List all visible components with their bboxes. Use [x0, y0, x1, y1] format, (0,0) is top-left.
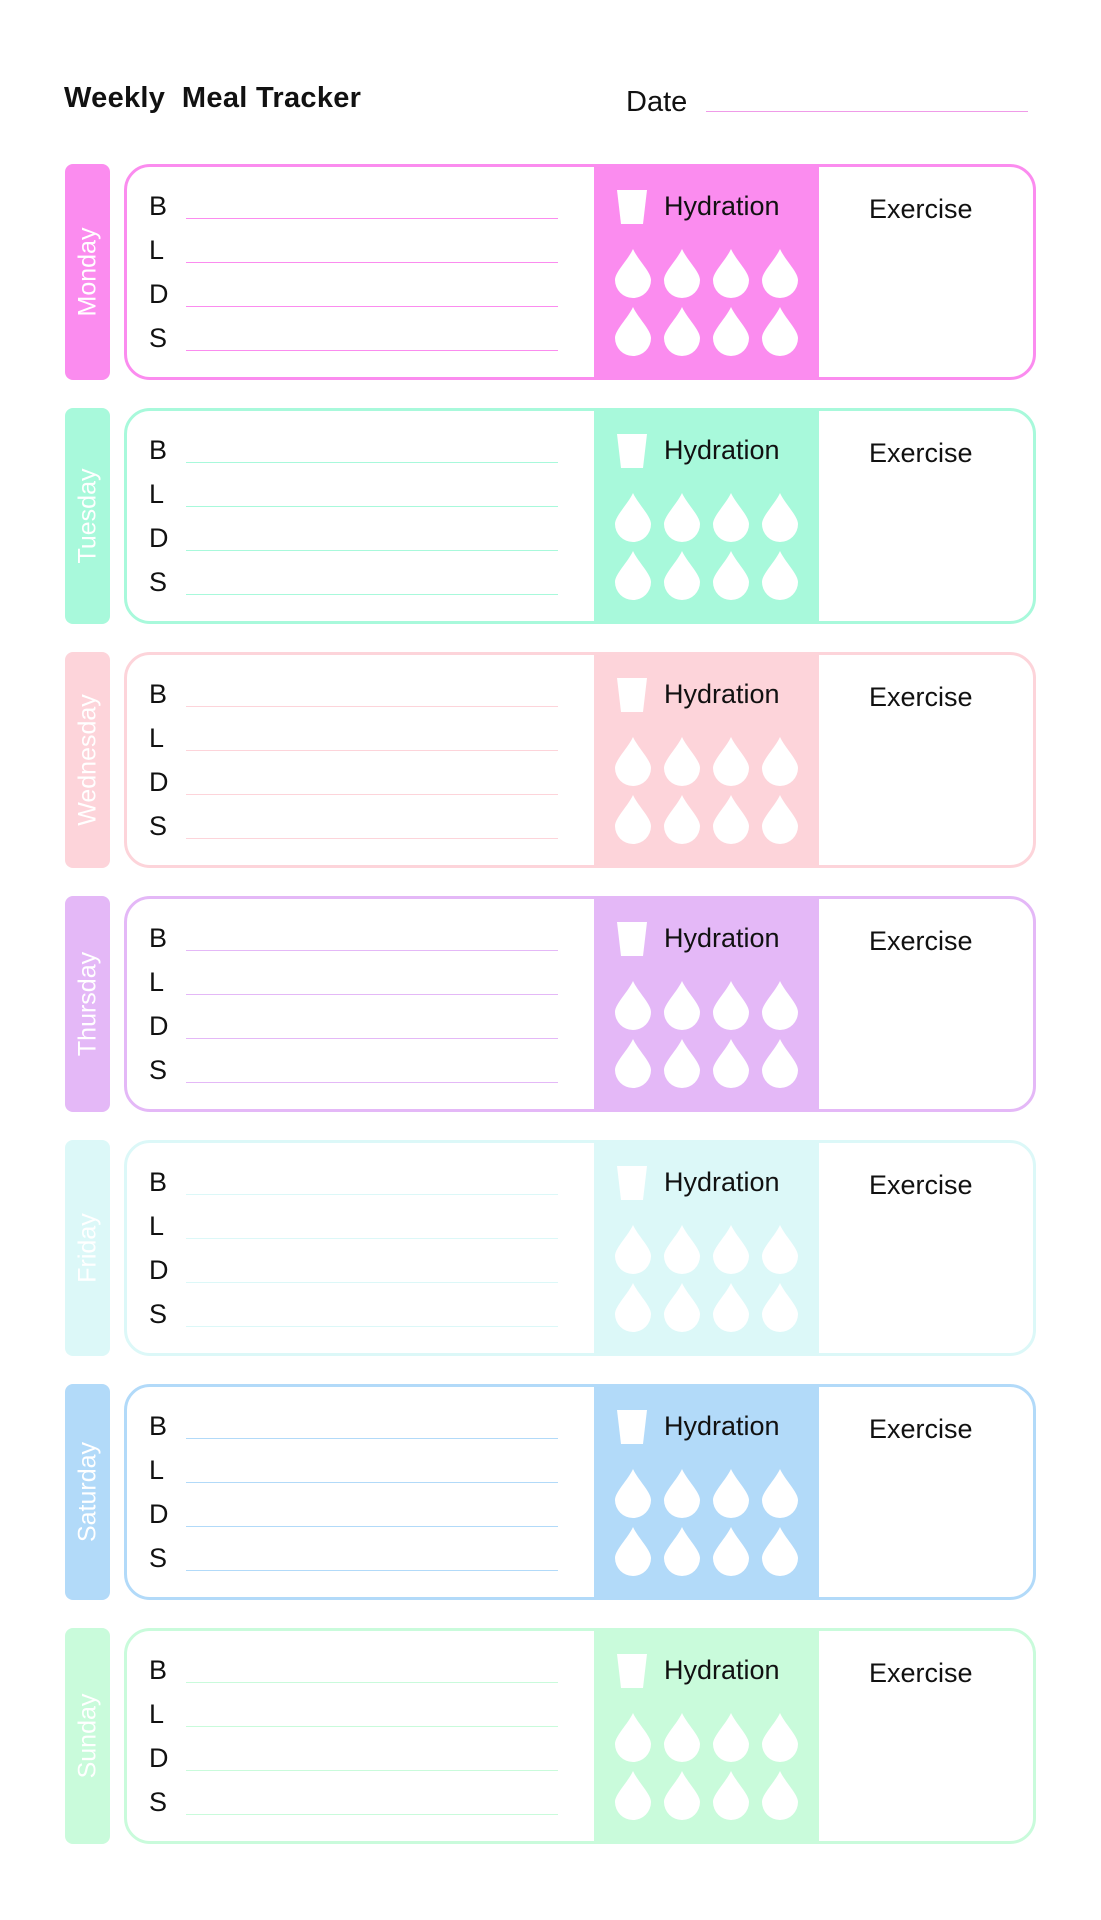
meal-rule — [186, 1038, 558, 1039]
meal-letter: L — [149, 479, 165, 509]
meal-entry[interactable] — [127, 1493, 567, 1537]
meal-entry[interactable] — [127, 1161, 567, 1205]
meal-entry[interactable] — [127, 229, 567, 273]
day-label: Tuesday — [73, 468, 101, 564]
meal-letter: L — [149, 1211, 165, 1241]
hydration-panel — [594, 1140, 819, 1356]
hydration-label: Hydration — [664, 1167, 780, 1197]
meal-rule — [186, 1726, 558, 1727]
meal-rule — [186, 550, 558, 551]
day-card — [124, 1140, 1036, 1356]
meal-rule — [186, 1282, 558, 1283]
meal-letter: S — [149, 1299, 168, 1329]
water-drop-icon[interactable] — [663, 550, 701, 600]
hydration-panel — [594, 652, 819, 868]
date-label: Date — [626, 86, 688, 118]
water-drop-icon[interactable] — [761, 1770, 799, 1820]
meal-rule — [186, 262, 558, 263]
water-drop-icon[interactable] — [712, 794, 750, 844]
day-label: Thursday — [73, 951, 101, 1057]
exercise-label: Exercise — [869, 1170, 973, 1200]
meal-entry[interactable] — [127, 961, 567, 1005]
day-tab — [65, 1140, 110, 1356]
meal-entry[interactable] — [127, 1405, 567, 1449]
meal-rule — [186, 994, 558, 995]
meal-letter: L — [149, 1455, 165, 1485]
water-drop-icon[interactable] — [663, 1526, 701, 1576]
water-drop-icon[interactable] — [761, 492, 799, 542]
meal-letter: D — [149, 1011, 169, 1041]
meal-entry[interactable] — [127, 1293, 567, 1337]
exercise-label: Exercise — [869, 926, 973, 956]
meal-entry[interactable] — [127, 473, 567, 517]
meal-entry[interactable] — [127, 561, 567, 605]
cup-icon — [616, 189, 648, 225]
water-drop-icon[interactable] — [712, 736, 750, 786]
water-drop-icon[interactable] — [614, 1282, 652, 1332]
meal-letter: L — [149, 1699, 165, 1729]
water-drop-icon[interactable] — [663, 1282, 701, 1332]
cup-icon — [616, 1165, 648, 1201]
water-drop-icon[interactable] — [614, 306, 652, 356]
meal-entry[interactable] — [127, 185, 567, 229]
water-drop-icon[interactable] — [712, 1526, 750, 1576]
hydration-label: Hydration — [664, 1655, 780, 1685]
meal-rule — [186, 1570, 558, 1571]
meal-entry[interactable] — [127, 673, 567, 717]
hydration-label: Hydration — [664, 1411, 780, 1441]
meal-entry[interactable] — [127, 1649, 567, 1693]
meal-letter: L — [149, 723, 165, 753]
meal-rule — [186, 1326, 558, 1327]
water-drop-icon[interactable] — [663, 736, 701, 786]
meal-entry[interactable] — [127, 317, 567, 361]
meal-letter: D — [149, 523, 169, 553]
hydration-panel — [594, 164, 819, 380]
cup-icon — [616, 1653, 648, 1689]
day-tab — [65, 408, 110, 624]
water-drop-icon[interactable] — [712, 1224, 750, 1274]
day-row-saturday — [0, 1384, 1101, 1600]
water-drop-icon[interactable] — [614, 1038, 652, 1088]
cup-icon — [616, 1409, 648, 1445]
water-drop-icon[interactable] — [761, 1712, 799, 1762]
water-drop-icon[interactable] — [614, 1712, 652, 1762]
meal-rule — [186, 750, 558, 751]
meal-letter: D — [149, 767, 169, 797]
meal-rule — [186, 794, 558, 795]
meal-rule — [186, 1438, 558, 1439]
meal-letter: S — [149, 1055, 168, 1085]
day-row-thursday — [0, 896, 1101, 1112]
meal-entry[interactable] — [127, 429, 567, 473]
day-card — [124, 164, 1036, 380]
meal-entry[interactable] — [127, 1737, 567, 1781]
meal-letter: B — [149, 1655, 168, 1685]
exercise-label: Exercise — [869, 194, 973, 224]
meal-rule — [186, 506, 558, 507]
water-drop-icon[interactable] — [712, 1038, 750, 1088]
day-tab — [65, 1384, 110, 1600]
meal-letter: B — [149, 435, 168, 465]
water-drop-icon[interactable] — [761, 1282, 799, 1332]
meal-rule — [186, 1082, 558, 1083]
meal-entry[interactable] — [127, 273, 567, 317]
meal-letter: B — [149, 1167, 168, 1197]
meal-entry[interactable] — [127, 1049, 567, 1093]
hydration-panel — [594, 1384, 819, 1600]
hydration-label: Hydration — [664, 923, 780, 953]
hydration-panel — [594, 408, 819, 624]
meal-rule — [186, 1194, 558, 1195]
meal-letter: B — [149, 923, 168, 953]
meal-letter: S — [149, 567, 168, 597]
water-drop-icon[interactable] — [663, 492, 701, 542]
water-drop-icon[interactable] — [614, 1468, 652, 1518]
meal-rule — [186, 1526, 558, 1527]
water-drop-icon[interactable] — [614, 1770, 652, 1820]
water-drop-icon[interactable] — [761, 1526, 799, 1576]
meal-rule — [186, 462, 558, 463]
meal-entry[interactable] — [127, 517, 567, 561]
water-drop-icon[interactable] — [712, 306, 750, 356]
meal-rule — [186, 1814, 558, 1815]
water-drop-icon[interactable] — [614, 1224, 652, 1274]
meal-entry[interactable] — [127, 1205, 567, 1249]
meal-letter: B — [149, 191, 168, 221]
day-tab — [65, 896, 110, 1112]
meal-letter: S — [149, 1543, 168, 1573]
meal-rule — [186, 1238, 558, 1239]
meal-rule — [186, 218, 558, 219]
day-label: Saturday — [73, 1441, 101, 1543]
meal-letter: S — [149, 811, 168, 841]
meal-letter: B — [149, 1411, 168, 1441]
cup-icon — [616, 677, 648, 713]
day-card — [124, 408, 1036, 624]
meal-rule — [186, 594, 558, 595]
meal-letter: S — [149, 323, 168, 353]
water-drop-icon[interactable] — [614, 736, 652, 786]
meal-entry[interactable] — [127, 761, 567, 805]
meal-entry[interactable] — [127, 1537, 567, 1581]
water-drop-icon[interactable] — [761, 306, 799, 356]
day-label: Friday — [73, 1213, 101, 1283]
water-drop-icon[interactable] — [761, 1224, 799, 1274]
cup-icon — [616, 921, 648, 957]
water-drop-icon[interactable] — [614, 1526, 652, 1576]
water-drop-icon[interactable] — [761, 550, 799, 600]
hydration-panel — [594, 1628, 819, 1844]
day-card — [124, 896, 1036, 1112]
day-card — [124, 1384, 1036, 1600]
day-label: Wednesday — [73, 694, 101, 826]
water-drop-icon[interactable] — [663, 1224, 701, 1274]
water-drop-icon[interactable] — [712, 1282, 750, 1332]
water-drop-icon[interactable] — [614, 248, 652, 298]
day-card — [124, 1628, 1036, 1844]
cup-icon — [616, 433, 648, 469]
water-drop-icon[interactable] — [663, 248, 701, 298]
water-drop-icon[interactable] — [761, 248, 799, 298]
day-label: Sunday — [73, 1693, 101, 1779]
exercise-label: Exercise — [869, 438, 973, 468]
meal-rule — [186, 1482, 558, 1483]
meal-entry[interactable] — [127, 1249, 567, 1293]
hydration-label: Hydration — [664, 191, 780, 221]
day-label: Monday — [73, 227, 101, 317]
water-drop-icon[interactable] — [761, 1468, 799, 1518]
day-row-wednesday — [0, 652, 1101, 868]
water-drop-icon[interactable] — [761, 1038, 799, 1088]
meal-rule — [186, 950, 558, 951]
meal-letter: L — [149, 235, 165, 265]
water-drop-icon[interactable] — [614, 794, 652, 844]
water-drop-icon[interactable] — [712, 1770, 750, 1820]
water-drop-icon[interactable] — [712, 492, 750, 542]
water-drop-icon[interactable] — [761, 794, 799, 844]
meal-rule — [186, 350, 558, 351]
water-drop-icon[interactable] — [614, 980, 652, 1030]
meal-rule — [186, 706, 558, 707]
hydration-panel — [594, 896, 819, 1112]
water-drop-icon[interactable] — [663, 1038, 701, 1088]
hydration-label: Hydration — [664, 435, 780, 465]
meal-rule — [186, 838, 558, 839]
meal-letter: D — [149, 1255, 169, 1285]
meal-entry[interactable] — [127, 917, 567, 961]
meal-entry[interactable] — [127, 805, 567, 849]
day-tab — [65, 164, 110, 380]
meal-entry[interactable] — [127, 717, 567, 761]
day-row-friday — [0, 1140, 1101, 1356]
exercise-label: Exercise — [869, 682, 973, 712]
meal-letter: S — [149, 1787, 168, 1817]
water-drop-icon[interactable] — [712, 550, 750, 600]
exercise-label: Exercise — [869, 1414, 973, 1444]
day-row-tuesday — [0, 408, 1101, 624]
meal-rule — [186, 1682, 558, 1683]
meal-entry[interactable] — [127, 1781, 567, 1825]
exercise-label: Exercise — [869, 1658, 973, 1688]
meal-letter: L — [149, 967, 165, 997]
date-line[interactable] — [706, 111, 1028, 112]
hydration-label: Hydration — [664, 679, 780, 709]
meal-rule — [186, 1770, 558, 1771]
day-row-sunday — [0, 1628, 1101, 1844]
water-drop-icon[interactable] — [712, 1468, 750, 1518]
water-drop-icon[interactable] — [712, 980, 750, 1030]
water-drop-icon[interactable] — [663, 306, 701, 356]
meal-letter: D — [149, 1499, 169, 1529]
water-drop-icon[interactable] — [761, 736, 799, 786]
meal-entry[interactable] — [127, 1693, 567, 1737]
water-drop-icon[interactable] — [663, 1468, 701, 1518]
water-drop-icon[interactable] — [712, 248, 750, 298]
meal-entry[interactable] — [127, 1005, 567, 1049]
water-drop-icon[interactable] — [712, 1712, 750, 1762]
meal-entry[interactable] — [127, 1449, 567, 1493]
day-tab — [65, 1628, 110, 1844]
day-tab — [65, 652, 110, 868]
page-title: Weekly Meal Tracker — [64, 82, 362, 114]
meal-letter: B — [149, 679, 168, 709]
meal-rule — [186, 306, 558, 307]
day-card — [124, 652, 1036, 868]
water-drop-icon[interactable] — [761, 980, 799, 1030]
water-drop-icon[interactable] — [614, 492, 652, 542]
meal-letter: D — [149, 279, 169, 309]
water-drop-icon[interactable] — [663, 1712, 701, 1762]
water-drop-icon[interactable] — [663, 980, 701, 1030]
meal-letter: D — [149, 1743, 169, 1773]
water-drop-icon[interactable] — [663, 794, 701, 844]
day-row-monday — [0, 164, 1101, 380]
water-drop-icon[interactable] — [614, 550, 652, 600]
water-drop-icon[interactable] — [663, 1770, 701, 1820]
